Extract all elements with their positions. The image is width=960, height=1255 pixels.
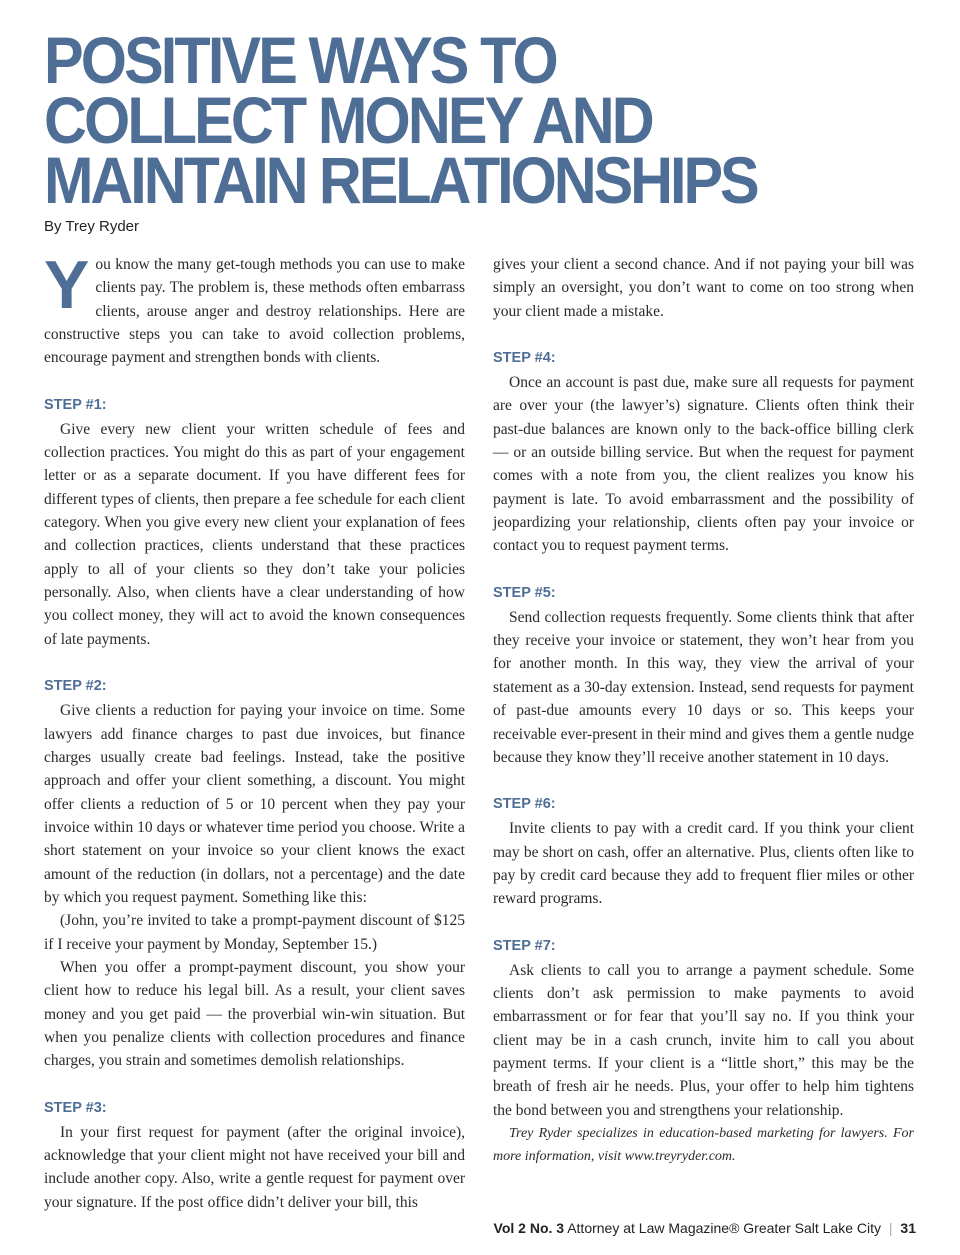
author-bio: Trey Ryder specializes in education-based marketing for lawyers. For more information, visit www.treyryder.com.: [493, 1125, 914, 1164]
step-7-body: Ask clients to call you to arrange a payment schedule. Some clients don’t ask permission to make payments to avoid embarrassment or for fear that you’ll say no. If you think your client may be in a cash crunch, invite him to call you about payment terms. If your client is a “little short,” this may be the breath of fresh air he needs. Plus, your offer to help him tightens the bond between you and strengthens your relationship.: [493, 961, 914, 1119]
step-3-body: In your first request for payment (after the original invoice), acknowledge that your client might not have received your bill and include another copy. Also, write a gentle request for payment over your signature. If the post office didn’t deliver your bill, this: [44, 1123, 465, 1211]
title-line: MAINTAIN RELATIONSHIPS: [44, 143, 757, 217]
step-4-body: Once an account is past due, make sure all requests for payment are over your (the lawyer’s) signature. Clients often think their past-due balances are known only to the back-office billing clerk — or an outside billing service. But when the request for payment comes with a note from you, the client realizes you know his payment is late. To avoid embarrassment and the possibility of jeopardizing your relationship, clients often pay your invoice or contact you to request payment terms.: [493, 374, 914, 555]
page-footer: [494, 1220, 916, 1236]
intro-paragraph: [44, 247, 465, 370]
page-number: 31: [900, 1220, 916, 1236]
step-7-heading: STEP #7:: [493, 937, 556, 954]
title-line: POSITIVE WAYS TO: [44, 23, 556, 97]
right-column: [493, 253, 914, 1168]
magazine-name: Attorney at Law Magazine® Greater Salt Lake City: [567, 1220, 881, 1236]
step-5-body: Send collection requests frequently. Some clients think that after they receive your invoice or statement, they won’t hear from you for another month. In this way, they view the arrival of your statement as a 30-day extension. Instead, send requests for payment of past-due amounts every 10 days or so. This keeps your receivable ever-present in their mind and gives them a gentle nudge because they know they’ll receive another statement in 10 days.: [493, 608, 914, 766]
step-1-body: Give every new client your written schedule of fees and collection practices. You might do this as part of your engagement letter or as a separate document. If you have different fees for different types of clients, then prepare a fee schedule for each client category. When you give every new client your explanation of fees and collection practices, clients understand that these practices apply to all of your clients so they don’t take your policies personally. Also, when clients have a clear understanding of how you collect money, they will act to avoid the known consequences of late payments.: [44, 420, 465, 648]
step-2-heading: STEP #2:: [44, 678, 107, 695]
step-2-body: Give clients a reduction for paying your invoice on time. Some lawyers add finance charges to past due invoices, but finance charges usually create bad feelings. Instead, take the positive approach and offer your client something, a discount. You might offer clients a reduction of 5 or 10 percent when they pay your invoice within 10 days or whatever time period you choose. Write a short statement on your invoice so your client knows the exact amount of the reduction (in dollars, not a percentage) and the date by which you request payment. Something like this:: [44, 702, 465, 906]
issue-volume: Vol 2 No. 3: [493, 1220, 565, 1236]
step-5-heading: STEP #5:: [493, 584, 556, 601]
step-6-body: Invite clients to pay with a credit card. If you think your client may be short on cash, offer an alternative. Plus, clients often like to pay by credit card because they add to frequent flier miles or other reward programs.: [493, 820, 914, 908]
step-2-body-continued: When you offer a prompt-payment discount, you show your client how to reduce his legal bill. As a result, your client saves money and you get paid — the proverbial win-win situation. But when you penalize clients with collection procedures and finance charges, you strain and sometimes demolish relationships.: [44, 958, 465, 1070]
step-3-continuation: gives your client a second chance. And if not paying your bill was simply an oversight, you don’t want to come on too strong when your client made a mistake.: [493, 256, 914, 320]
footer-separator: |: [888, 1220, 893, 1236]
article-title: [44, 23, 836, 217]
step-2-example: (John, you’re invited to take a prompt-payment discount of $125 if I receive your payment by Monday, September 15.): [44, 912, 465, 953]
byline: By Trey Ryder: [44, 218, 140, 235]
intro-text: ou know the many get-tough methods you can use to make clients pay. The problem is, these methods often embarrass clients, arouse anger and destroy relationships. Here are constructive steps you can take to avoid collection problems, encourage payment and strengthen bonds with clients.: [44, 256, 465, 367]
step-6-heading: STEP #6:: [493, 796, 556, 813]
drop-cap: Y: [44, 247, 90, 323]
left-column: [44, 247, 465, 1214]
step-4-heading: STEP #4:: [493, 350, 556, 367]
step-1-heading: STEP #1:: [44, 396, 107, 413]
title-line: COLLECT MONEY AND: [44, 83, 652, 157]
step-3-heading: STEP #3:: [44, 1099, 107, 1116]
